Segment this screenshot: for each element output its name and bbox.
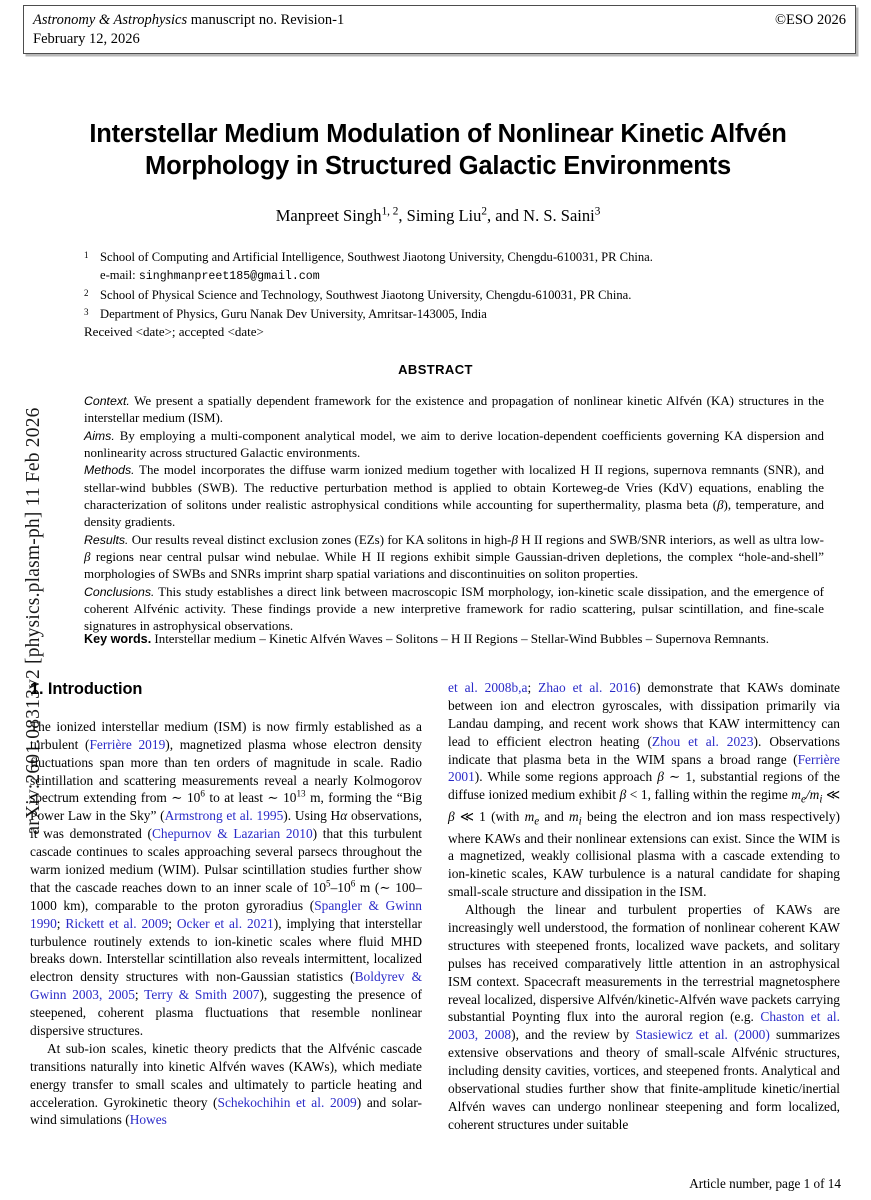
citation-link[interactable]: Zhao et al. 2016 xyxy=(538,680,637,695)
affiliation-text: School of Computing and Artificial Intelligence, Southwest Jiaotong University, Chengdu-610031, PR China. xyxy=(100,250,653,264)
affiliation-marker: 2 xyxy=(84,288,89,299)
beta-symbol: β xyxy=(84,549,91,565)
abstract-results-text-b: H II regions and SWB/SNR interiors, as well as ultra low- xyxy=(517,531,824,547)
beta-symbol: β xyxy=(619,787,627,803)
text-run: ) demonstrate that KAWs dominate between ion and electron gyroscales, with dissipation primarily via Landau damping, and recent work shows that KAW intermittency can lead to efficient electron heating ( xyxy=(448,680,841,749)
citation-link[interactable]: Ferrière 2019 xyxy=(89,736,166,752)
electron-subscript: e xyxy=(534,815,540,828)
text-run: ; xyxy=(134,987,145,1003)
text-run: Although the linear and turbulent properties of KAWs are increasingly well understood, the formation of nonlinear coherent KAW structures with steepened fronts, localized wave packets, and solitary pulses has received comparatively little attention in an astrophysical ISM context. Spacecraft measurements in the terrestrial magnetosphere reveal localized, dispersive Alfvén/kinetic-Alfvén wave packets carrying substantial Poynting flux into the auroral region (e.g. xyxy=(448,902,840,1025)
running-header-box xyxy=(23,5,856,54)
header-manuscript-info xyxy=(33,12,344,29)
keywords-block xyxy=(84,630,824,648)
text-run: ), and the review by xyxy=(511,1027,636,1043)
abstract-results-label: Results. xyxy=(84,532,129,547)
author-1-name: Manpreet Singh xyxy=(275,206,382,226)
affiliations-block xyxy=(84,248,824,323)
intro-paragraph-3 xyxy=(448,901,840,1134)
citation-link[interactable]: Schekochihin et al. 2009 xyxy=(217,1094,357,1110)
author-2-name: Siming Liu xyxy=(406,206,482,226)
right-column xyxy=(448,679,840,1184)
title-line-2: Morphology in Structured Galactic Environments xyxy=(145,152,731,181)
title-block xyxy=(60,118,816,226)
text-run: ; xyxy=(527,680,539,695)
mass-symbol: m xyxy=(791,787,801,803)
citation-link[interactable]: Ferrière 2001 xyxy=(448,751,840,785)
citation-link[interactable]: Chepurnov & Lazarian 2010 xyxy=(151,826,313,842)
received-accepted-line: Received <date>; accepted <date> xyxy=(84,324,264,339)
text-run: ). Using H xyxy=(283,808,341,824)
mass-symbol: /m xyxy=(805,787,820,803)
author-separator-1: , xyxy=(398,206,407,226)
author-1-affiliation-marker: 1, 2 xyxy=(381,205,399,218)
citation-link[interactable]: et al. 2008b,a xyxy=(448,680,528,695)
header-top-row xyxy=(33,12,846,29)
affiliation-marker: 1 xyxy=(84,250,89,260)
text-run: ), suggesting the presence of steepened, coherent plasma fluctuations that resemble nonlinear dispersive structures. xyxy=(30,987,422,1039)
citation-link[interactable]: Chaston et al. 2003, 2008 xyxy=(448,1009,840,1043)
electron-subscript: e xyxy=(800,794,806,807)
abstract-conclusions-label: Conclusions. xyxy=(84,584,155,599)
email-address[interactable]: singhmanpreet185@gmail.com xyxy=(138,270,320,284)
beta-symbol: β xyxy=(448,808,455,824)
intro-paragraph-2 xyxy=(30,1040,422,1129)
body-columns xyxy=(30,679,841,1184)
beta-symbol: β xyxy=(717,497,724,513)
text-run: At sub-ion scales, kinetic theory predicts that the Alfvénic cascade transitions naturally into kinetic Alfvén waves (KAWs), which mediate energy transfer to small scales and ultimately to particle heating and acceleration. Gyrokinetic theory ( xyxy=(30,1040,422,1110)
abstract-results-text-c: regions near central pulsar wind nebulae. While H II regions exhibit simple Gaussian-driven depletions, the complex “hole-and-shell” morphologies of SWBs and SNRs imprint sharp spatial variations and discontinuities on soliton properties. xyxy=(84,549,824,582)
abstract-results-text-a: Our results reveal distinct exclusion zones (EZs) for KA solitons in high- xyxy=(128,531,512,547)
mass-symbol: m xyxy=(569,808,579,824)
citation-link[interactable]: Ocker et al. 2021 xyxy=(176,915,274,931)
manuscript-number: manuscript no. Revision-1 xyxy=(187,12,345,28)
text-run: ), implying that interstellar turbulence routinely extends to ion-kinetic scales where fluid MHD breaks down. Interstellar scintillation also reveals intermittent, localized electron density structures with non-Gaussian statistics ( xyxy=(30,915,422,985)
exponent: 13 xyxy=(296,788,306,799)
abstract-aims-paragraph xyxy=(84,427,824,462)
text-run: to at least ∼ 10 xyxy=(204,790,297,806)
affiliation-marker: 3 xyxy=(84,306,89,317)
abstract-heading: ABSTRACT xyxy=(398,362,473,377)
text-run: ). While some regions approach xyxy=(474,769,658,785)
citation-link[interactable]: Boldyrev & Gwinn 2003, 2005 xyxy=(30,969,422,1003)
section-heading-introduction: 1. Introduction xyxy=(30,680,143,698)
citation-link[interactable]: Spangler & Gwinn 1990 xyxy=(30,897,422,931)
text-run: summarizes extensive observations and theory of small-scale Alfvénic structures, including density cavities, vortices, and steepened fronts. Analytical and observational studies further show that finite-amplitude kinetic/inertial Alfvén waves can undergo nonlinear steepening and form localized, coherent structures under suitable xyxy=(448,1027,841,1132)
author-3-affiliation-marker: 3 xyxy=(594,205,601,218)
copyright-notice: ©ESO 2026 xyxy=(774,12,846,28)
arxiv-identifier-stamp: arXiv:2601.08313v2 [physics.plasm-ph] 11 Feb 2026 xyxy=(23,407,44,835)
text-run: m, forming the “Big Power Law in the Sky” ( xyxy=(30,790,423,824)
text-run: ∼ 1, substantial regions of the diffuse ionized medium exhibit xyxy=(448,769,841,803)
abstract-methods-text-b: ), temperature, and density gradients. xyxy=(84,497,825,530)
text-run: < 1, falling within the regime xyxy=(626,787,792,803)
intro-paragraph-1 xyxy=(30,718,422,1040)
text-run: ; xyxy=(56,915,66,931)
citation-link[interactable]: Rickett et al. 2009 xyxy=(65,915,169,931)
author-3-name: N. S. Saini xyxy=(523,206,595,226)
abstract-context-label: Context. xyxy=(84,394,130,408)
exponent: 6 xyxy=(200,788,205,799)
keywords-label: Key words. xyxy=(84,632,152,646)
journal-name: Astronomy & Astrophysics xyxy=(33,12,188,28)
beta-symbol: β xyxy=(511,531,518,547)
abstract-context-text: We present a spatially dependent framework for the existence and propagation of nonlinear kinetic Alfvén (KA) structures in the interstellar medium (ISM). xyxy=(84,393,824,426)
text-run: and xyxy=(539,808,569,824)
ion-subscript: i xyxy=(578,815,582,828)
text-run: ). Observations indicate that plasma beta in the WIM spans a broad range ( xyxy=(448,733,840,767)
citation-link[interactable]: Howes xyxy=(129,1112,167,1128)
abstract-results-paragraph xyxy=(84,531,824,583)
abstract-conclusions-paragraph xyxy=(84,583,824,635)
title-line-1: Interstellar Medium Modulation of Nonlinear Kinetic Alfvén xyxy=(89,120,787,148)
text-run: being the electron and ion mass respectively) where KAWs and their nonlinear extensions can exist. Since the WIM is a magnetized, weakly collisional plasma with a cascade extending to ion-kinetic scales, KAW turbulence is a natural candidate for shaping small-scale structure and dissipation in the ISM. xyxy=(448,808,840,900)
text-run: –10 xyxy=(330,879,351,895)
affiliation-item xyxy=(84,286,824,304)
author-email-row xyxy=(100,266,824,286)
text-run: ≪ 1 (with xyxy=(454,808,525,824)
citation-link[interactable]: Terry & Smith 2007 xyxy=(144,987,260,1003)
header-date: February 12, 2026 xyxy=(33,31,140,48)
intro-paragraph-1-continued xyxy=(448,679,840,901)
author-separator-2: , and xyxy=(486,206,524,226)
abstract-methods-paragraph xyxy=(84,461,824,530)
text-run: The ionized interstellar medium (ISM) is now firmly established as a turbulent ( xyxy=(30,718,422,752)
text-run: ≪ xyxy=(822,787,840,803)
exponent: 6 xyxy=(350,878,356,889)
citation-link[interactable]: Zhou et al. 2023 xyxy=(651,733,754,749)
affiliation-item xyxy=(84,305,824,323)
author-list xyxy=(60,206,816,226)
page-footer: Article number, page 1 of 14 xyxy=(689,1176,841,1191)
affiliation-item xyxy=(84,248,824,266)
text-run: observations, it was demonstrated ( xyxy=(30,808,423,842)
abstract-methods-label: Methods. xyxy=(84,463,135,478)
citation-link[interactable]: Armstrong et al. 1995 xyxy=(164,808,284,824)
abstract-aims-label: Aims. xyxy=(84,428,115,443)
page-title xyxy=(60,118,816,182)
abstract-body xyxy=(84,392,824,635)
alpha-symbol: α xyxy=(340,808,348,824)
author-2-affiliation-marker: 2 xyxy=(481,205,487,218)
exponent: 5 xyxy=(326,878,331,889)
text-run: ), magnetized plasma whose electron density fluctuations span more than ten orders of magnitude in scale. Radio scintillation and scattering measurements reveal a nearly Kolmogorov spectrum extending from ∼ 10 xyxy=(30,736,422,806)
affiliation-text: School of Physical Science and Technology, Southwest Jiaotong University, Chengdu-610031, PR China. xyxy=(100,288,632,303)
text-run: ) that this turbulent cascade continues to scales approaching several parsecs throughout the warm ionized medium (WIM). Pulsar scintillation studies further show that the cascade reaches down to an inner scale of 10 xyxy=(30,826,422,895)
abstract-methods-text-a: The model incorporates the diffuse warm ionized medium together with localized H II regions, supernova remnants (SNR), and stellar-wind bubbles (SWB). The reductive perturbation method is applied to obtain Korteweg-de Vries (KdV) equations, enabling the characterization of solitons under realistic astrophysical conditions while accounting for superthermality, plasma beta ( xyxy=(84,462,824,513)
email-label: e-mail: xyxy=(100,268,139,283)
abstract-aims-text: By employing a multi-component analytical model, we aim to derive location-dependent coefficients governing KA dispersion and nonlinearity across structured Galactic environments. xyxy=(84,427,824,461)
ion-subscript: i xyxy=(819,794,823,807)
beta-symbol: β xyxy=(657,769,664,785)
affiliation-text: Department of Physics, Guru Nanak Dev University, Amritsar-143005, India xyxy=(100,306,487,321)
mass-symbol: m xyxy=(524,808,535,824)
text-run: m (∼ 100–1000 km), comparable to the proton gyroradius ( xyxy=(30,879,423,913)
citation-link[interactable]: Stasiewicz et al. (2000) xyxy=(635,1027,770,1043)
left-column xyxy=(30,679,422,1184)
abstract-conclusions-text: This study establishes a direct link between macroscopic ISM morphology, ion-kinetic scale dissipation, and the emergence of coherent Alfvénic activity. These findings provide a new interpretive framework for radio scattering, pulsar scintillation, and fine-scale signatures in astrophysical observations. xyxy=(84,583,824,634)
text-run: ; xyxy=(168,915,177,931)
text-run: ) and solar-wind simulations ( xyxy=(30,1094,422,1128)
abstract-context-paragraph xyxy=(84,392,824,427)
keywords-text: Interstellar medium – Kinetic Alfvén Waves – Solitons – H II Regions – Stellar-Wind Bubbles – Supernova Remnants. xyxy=(151,631,769,646)
